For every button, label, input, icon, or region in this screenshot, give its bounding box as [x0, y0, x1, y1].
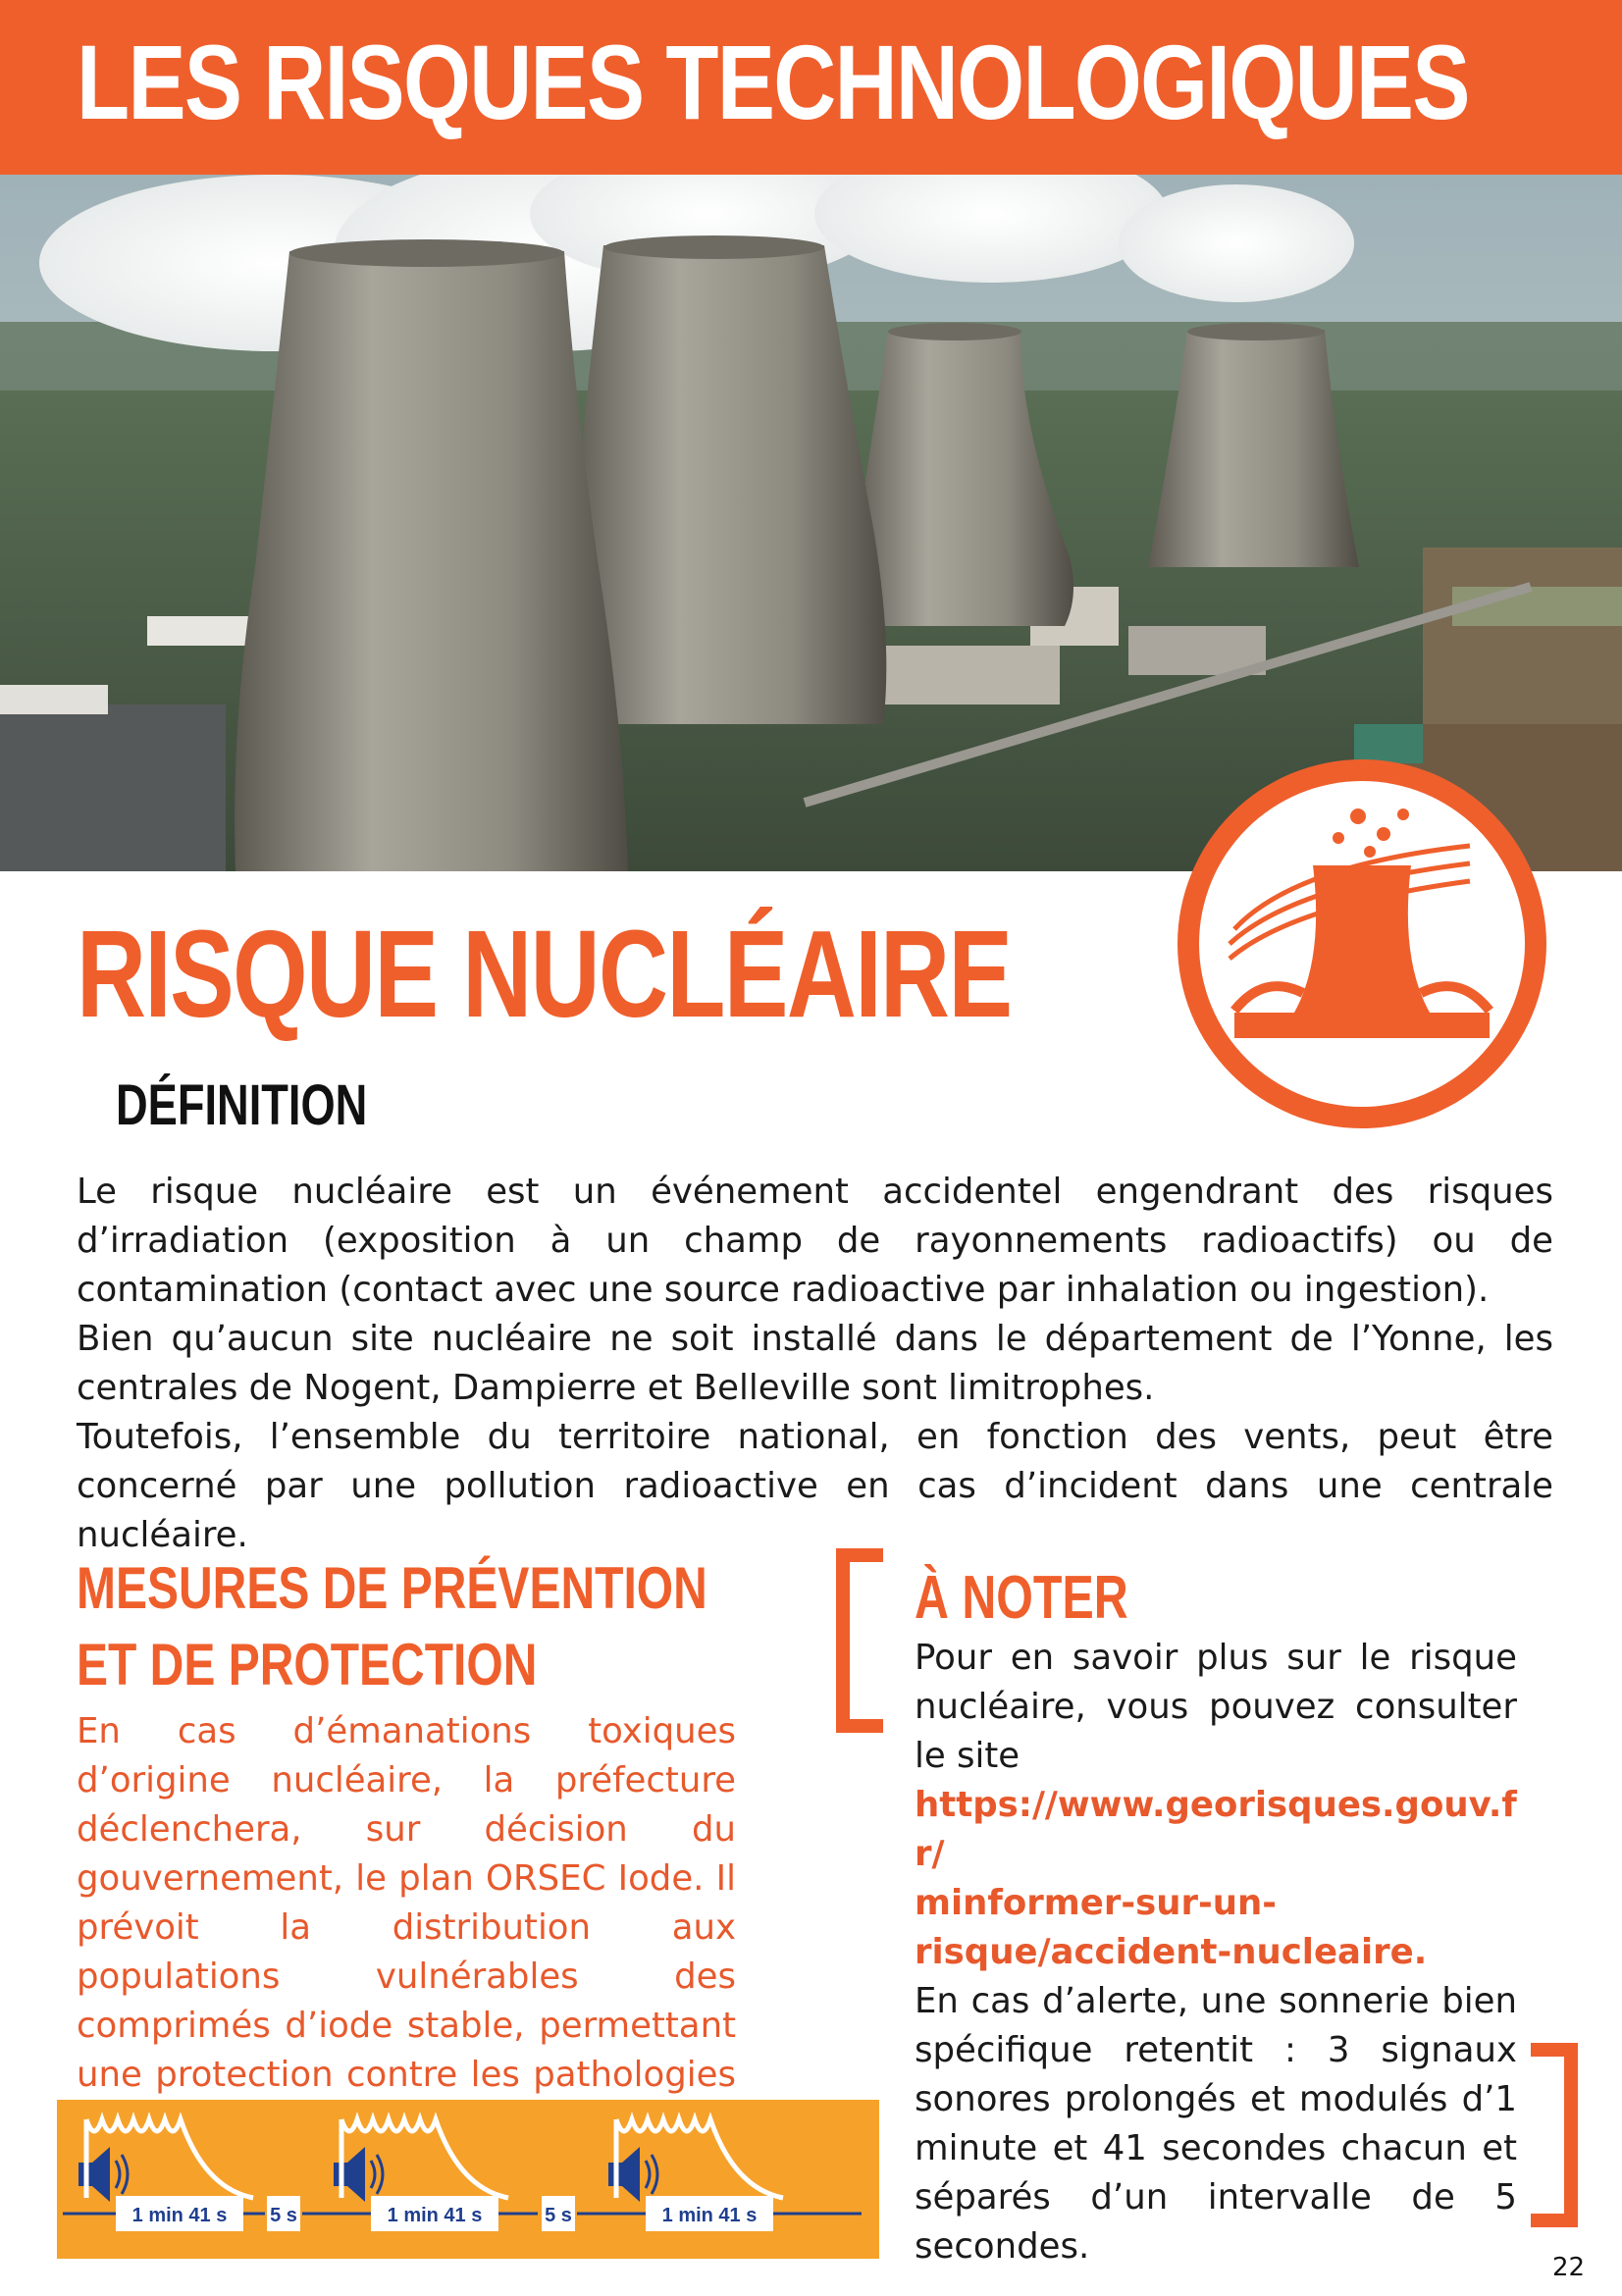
siren-gap [267, 2196, 300, 2231]
nuclear-plant-icon [1176, 757, 1548, 1130]
note-bracket-left [836, 1548, 883, 1733]
siren-signal [63, 2119, 265, 2231]
definition-paragraph: Le risque nucléaire est un événement accidentel engendrant des risques d’irradiation (exposition à un champ de rayonnements radioactifs) ou de contamination (contact avec une source radioactive par inhalation ou ingestion). [77, 1172, 1553, 1310]
definition-paragraph: Bien qu’aucun site nucléaire ne soit installé dans le département de l’Yonne, les centrales de Nogent, Dampierre et Belleville sont limitrophes. [77, 1319, 1553, 1408]
gap-duration-label: 5 s [545, 2205, 572, 2226]
prevention-heading-line: MESURES DE PRÉVENTION [77, 1555, 707, 1621]
siren-signal [577, 2119, 862, 2231]
page-title: LES RISQUES TECHNOLOGIQUES [77, 23, 1469, 141]
signal-duration-label: 1 min 41 s [387, 2205, 483, 2226]
prevention-text: En cas d’émanations toxiques d’origine nucléaire, la préfecture déclenchera, sur décision du gouvernement, le plan ORSEC Iode. Il prévoit la distribution aux populations vulnérables des comprimés d’iode stable, permettant une protection contre les pathologies [77, 1711, 736, 2095]
signal-duration-label: 1 min 41 s [131, 2205, 228, 2226]
definition-paragraph: Toutefois, l’ensemble du territoire national, en fonction des vents, peut être concerné par une pollution radioactive en cas d’incident dans une centrale nucléaire. [77, 1417, 1553, 1555]
note-bracket-right [1531, 2043, 1578, 2227]
section-title: RISQUE NUCLÉAIRE [77, 905, 1012, 1043]
note-alert-text: En cas d’alerte, une sonnerie bien spécifique retentit : 3 signaux sonores prolongés et modulés d’1 minute et 41 secondes chacun et séparés d’un intervalle de 5 secondes. [915, 1981, 1517, 2267]
georisques-link-line[interactable]: minformer-sur-un- [915, 1883, 1278, 1923]
prevention-heading [77, 1550, 707, 1703]
siren-signal [302, 2119, 538, 2231]
siren-signal-diagram [57, 2100, 879, 2259]
note-text [915, 1634, 1517, 2271]
definition-text [77, 1168, 1553, 1560]
siren-gap [542, 2196, 575, 2231]
signal-duration-label: 1 min 41 s [661, 2205, 758, 2226]
note-heading: À NOTER [915, 1564, 1128, 1632]
gap-duration-label: 5 s [270, 2205, 297, 2226]
prevention-heading-line: ET DE PROTECTION [77, 1632, 538, 1697]
definition-heading: DÉFINITION [116, 1073, 368, 1137]
georisques-link-line[interactable]: risque/accident-nucleaire. [915, 1932, 1428, 1972]
georisques-link-line[interactable]: https://www.georisques.gouv.fr/ [915, 1785, 1517, 1874]
note-intro: Pour en savoir plus sur le risque nucléaire, vous pouvez consulter le site [915, 1638, 1517, 1776]
page-number: 22 [1552, 2253, 1586, 2282]
